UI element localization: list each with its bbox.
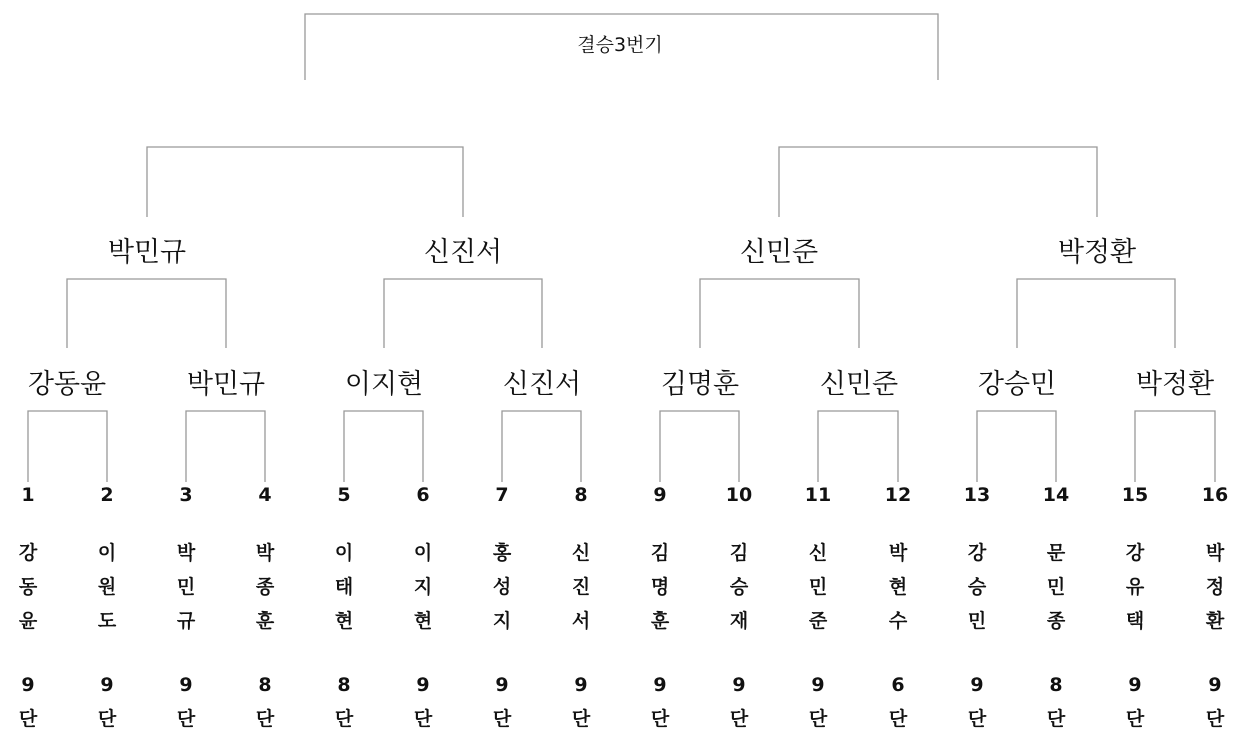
player-name-char: 이 — [97, 542, 117, 564]
semifinal-winner: 신민준 — [739, 237, 819, 268]
player-name-char: 신 — [808, 542, 828, 564]
player-rank — [87, 668, 127, 736]
seed-number: 14 — [1042, 484, 1070, 506]
seed-number: 12 — [884, 484, 912, 506]
player-rank — [640, 668, 680, 736]
player-name — [87, 536, 127, 638]
semifinal-connector — [147, 147, 463, 217]
player-name-char: 지 — [413, 576, 433, 598]
player-name — [1036, 536, 1076, 638]
player-name — [878, 536, 918, 638]
seed-number: 15 — [1121, 484, 1149, 506]
player-rank — [561, 668, 601, 736]
player-name — [640, 536, 680, 638]
seed-number: 3 — [179, 484, 193, 506]
player-rank — [482, 668, 522, 736]
player-name-char: 종 — [1046, 610, 1066, 632]
seed-number: 2 — [100, 484, 114, 506]
semifinal-winner: 박민규 — [107, 237, 187, 268]
player-name-char: 유 — [1125, 576, 1145, 598]
player-name-char: 현 — [334, 610, 354, 632]
player-name-char: 서 — [571, 610, 591, 632]
semifinal-winner: 신진서 — [423, 237, 503, 268]
quarterfinal-connector — [1017, 279, 1175, 348]
seed-number: 11 — [804, 484, 832, 506]
player-rank — [798, 668, 838, 736]
player-name-char: 박 — [888, 542, 908, 564]
player-name-char: 태 — [334, 576, 354, 598]
rank-unit: 단 — [492, 708, 512, 730]
quarterfinal-connector — [384, 279, 542, 348]
rank-unit: 단 — [808, 708, 828, 730]
seed-number: 1 — [21, 484, 35, 506]
player-name-char: 김 — [729, 542, 749, 564]
player-name-char: 재 — [729, 610, 749, 632]
player-rank — [403, 668, 443, 736]
rank-unit: 단 — [571, 708, 591, 730]
rank-unit: 단 — [1125, 708, 1145, 730]
rank-number: 9 — [1128, 674, 1142, 696]
player-name-char: 박 — [176, 542, 196, 564]
rank-unit: 단 — [729, 708, 749, 730]
rank-number: 9 — [653, 674, 667, 696]
player-name-char: 민 — [1046, 576, 1066, 598]
player-name-char: 민 — [176, 576, 196, 598]
player-name — [719, 536, 759, 638]
quarterfinal-winner: 강동윤 — [27, 369, 107, 400]
player-name-char: 신 — [571, 542, 591, 564]
player-name-char: 택 — [1125, 610, 1145, 632]
player-rank — [957, 668, 997, 736]
quarterfinal-winner: 신진서 — [502, 369, 582, 400]
rank-unit: 단 — [650, 708, 670, 730]
seed-number: 13 — [963, 484, 991, 506]
rank-unit: 단 — [334, 708, 354, 730]
rank-number: 9 — [1208, 674, 1222, 696]
player-name-char: 정 — [1205, 576, 1225, 598]
rank-number: 9 — [416, 674, 430, 696]
player-name-char: 민 — [967, 610, 987, 632]
rank-number: 6 — [891, 674, 905, 696]
rank-unit: 단 — [255, 708, 275, 730]
quarterfinal-connector — [67, 279, 226, 348]
quarterfinal-connector — [700, 279, 859, 348]
rank-number: 9 — [179, 674, 193, 696]
player-name-char: 강 — [1125, 542, 1145, 564]
quarterfinal-winner: 강승민 — [977, 369, 1057, 400]
player-name-char: 훈 — [255, 610, 275, 632]
quarterfinal-winner: 박민규 — [186, 369, 266, 400]
rank-unit: 단 — [967, 708, 987, 730]
player-name-char: 진 — [571, 576, 591, 598]
player-name — [166, 536, 206, 638]
rank-unit: 단 — [18, 708, 38, 730]
player-name — [1195, 536, 1235, 638]
player-name — [8, 536, 48, 638]
player-name-char: 승 — [967, 576, 987, 598]
seed-number: 10 — [725, 484, 753, 506]
player-rank — [8, 668, 48, 736]
semifinal-connector — [779, 147, 1097, 217]
rank-number: 9 — [970, 674, 984, 696]
player-name-char: 지 — [492, 610, 512, 632]
round1-connector — [977, 411, 1056, 482]
rank-unit: 단 — [1046, 708, 1066, 730]
player-name-char: 수 — [888, 610, 908, 632]
player-name — [482, 536, 522, 638]
rank-number: 9 — [811, 674, 825, 696]
player-rank — [1115, 668, 1155, 736]
round1-connector — [502, 411, 581, 482]
player-name-char: 승 — [729, 576, 749, 598]
seed-number: 8 — [574, 484, 588, 506]
rank-number: 9 — [732, 674, 746, 696]
seed-number: 4 — [258, 484, 272, 506]
player-name — [798, 536, 838, 638]
player-name-char: 강 — [18, 542, 38, 564]
semifinal-winner: 박정환 — [1057, 237, 1137, 268]
player-rank — [166, 668, 206, 736]
player-name-char: 박 — [255, 542, 275, 564]
player-name-char: 이 — [334, 542, 354, 564]
final-title: 결승3번기 — [577, 34, 663, 56]
player-name-char: 강 — [967, 542, 987, 564]
rank-unit: 단 — [97, 708, 117, 730]
player-name-char: 윤 — [18, 610, 38, 632]
player-rank — [719, 668, 759, 736]
player-name-char: 성 — [492, 576, 512, 598]
player-name — [1115, 536, 1155, 638]
player-rank — [324, 668, 364, 736]
player-name-char: 이 — [413, 542, 433, 564]
player-name-char: 도 — [97, 610, 117, 632]
player-name-char: 명 — [650, 576, 670, 598]
player-name-char: 박 — [1205, 542, 1225, 564]
seed-number: 7 — [495, 484, 509, 506]
player-name-char: 현 — [413, 610, 433, 632]
rank-number: 9 — [574, 674, 588, 696]
rank-number: 9 — [21, 674, 35, 696]
player-name-char: 훈 — [650, 610, 670, 632]
round1-connector — [344, 411, 423, 482]
round1-connector — [28, 411, 107, 482]
player-name-char: 환 — [1205, 610, 1225, 632]
rank-unit: 단 — [176, 708, 196, 730]
player-name-char: 홍 — [492, 542, 512, 564]
player-name-char: 문 — [1046, 542, 1066, 564]
player-rank — [1195, 668, 1235, 736]
rank-unit: 단 — [1205, 708, 1225, 730]
player-name-char: 김 — [650, 542, 670, 564]
round1-connector — [1135, 411, 1215, 482]
quarterfinal-winner: 김명훈 — [660, 369, 740, 400]
player-name-char: 동 — [18, 576, 38, 598]
round1-connector — [660, 411, 739, 482]
player-rank — [1036, 668, 1076, 736]
seed-number: 6 — [416, 484, 430, 506]
player-rank — [245, 668, 285, 736]
seed-number: 16 — [1201, 484, 1229, 506]
player-rank — [878, 668, 918, 736]
rank-number: 9 — [495, 674, 509, 696]
rank-number: 8 — [1049, 674, 1063, 696]
seed-number: 5 — [337, 484, 351, 506]
seed-number: 9 — [653, 484, 667, 506]
rank-number: 8 — [258, 674, 272, 696]
player-name-char: 현 — [888, 576, 908, 598]
rank-number: 8 — [337, 674, 351, 696]
player-name — [561, 536, 601, 638]
quarterfinal-winner: 이지현 — [344, 369, 424, 400]
rank-unit: 단 — [888, 708, 908, 730]
player-name-char: 규 — [176, 610, 196, 632]
round1-connector — [818, 411, 898, 482]
player-name-char: 종 — [255, 576, 275, 598]
player-name-char: 민 — [808, 576, 828, 598]
quarterfinal-winner: 박정환 — [1135, 369, 1215, 400]
round1-connector — [186, 411, 265, 482]
quarterfinal-winner: 신민준 — [819, 369, 899, 400]
player-name — [245, 536, 285, 638]
player-name-char: 준 — [808, 610, 828, 632]
player-name — [403, 536, 443, 638]
rank-number: 9 — [100, 674, 114, 696]
rank-unit: 단 — [413, 708, 433, 730]
player-name — [324, 536, 364, 638]
player-name-char: 원 — [97, 576, 117, 598]
player-name — [957, 536, 997, 638]
